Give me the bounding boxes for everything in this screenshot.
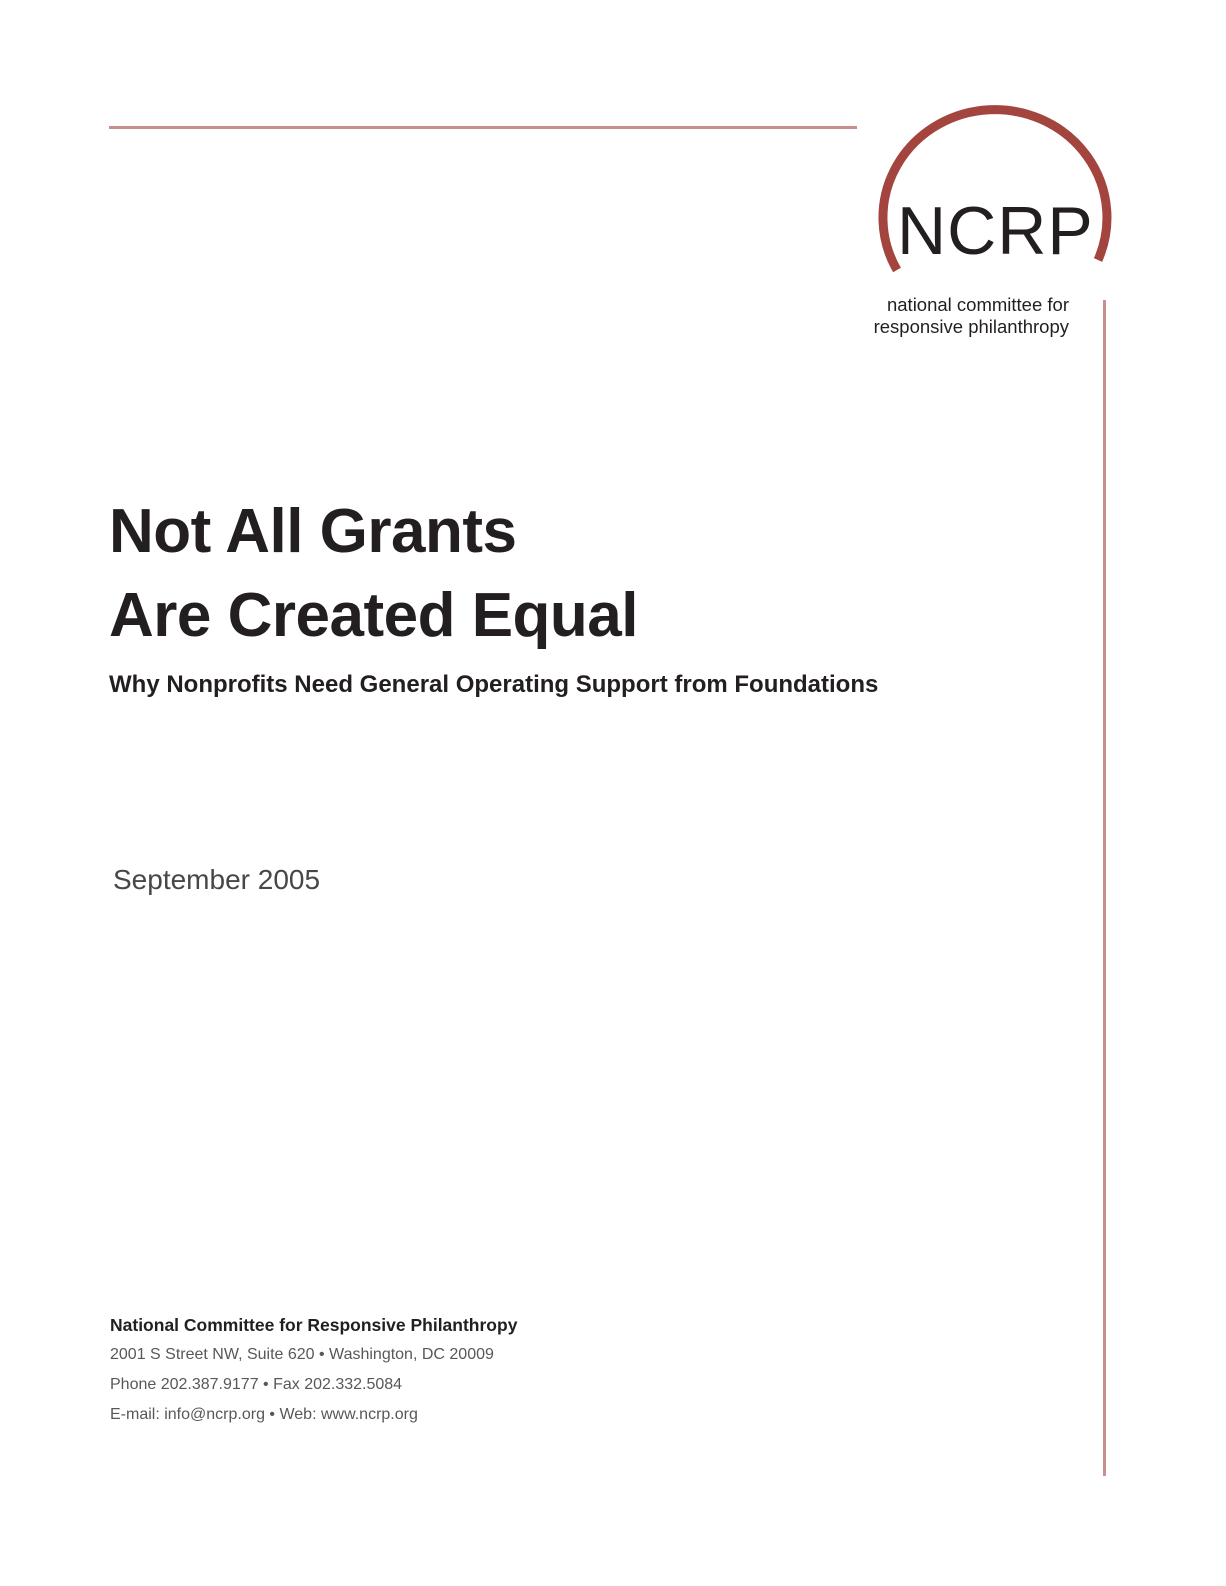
document-title [109,490,638,658]
side-divider-rule [1103,300,1106,1476]
title-line-2: Are Created Equal [109,581,639,650]
logo-tagline-line-2: responsive philanthropy [873,316,1069,337]
logo-tagline-line-1: national committee for [886,294,1069,315]
publication-date: September 2005 [113,864,321,895]
organization-address: 2001 S Street NW, Suite 620 • Washington, DC 20009 [110,1346,494,1363]
organization-phone-fax: Phone 202.387.9177 • Fax 202.332.5084 [110,1376,403,1393]
organization-contact-block [110,1310,517,1430]
logo-mark: NCRP [897,193,1094,269]
organization-name: National Committee for Responsive Philanthropy [110,1315,518,1335]
ncrp-logo [855,100,1115,350]
logo-tagline [859,294,1069,338]
organization-email-web: E-mail: info@ncrp.org • Web: www.ncrp.org [110,1406,418,1423]
document-subtitle: Why Nonprofits Need General Operating Support from Foundations [109,671,879,698]
title-line-1: Not All Grants [109,497,517,566]
top-divider-rule [109,126,857,129]
